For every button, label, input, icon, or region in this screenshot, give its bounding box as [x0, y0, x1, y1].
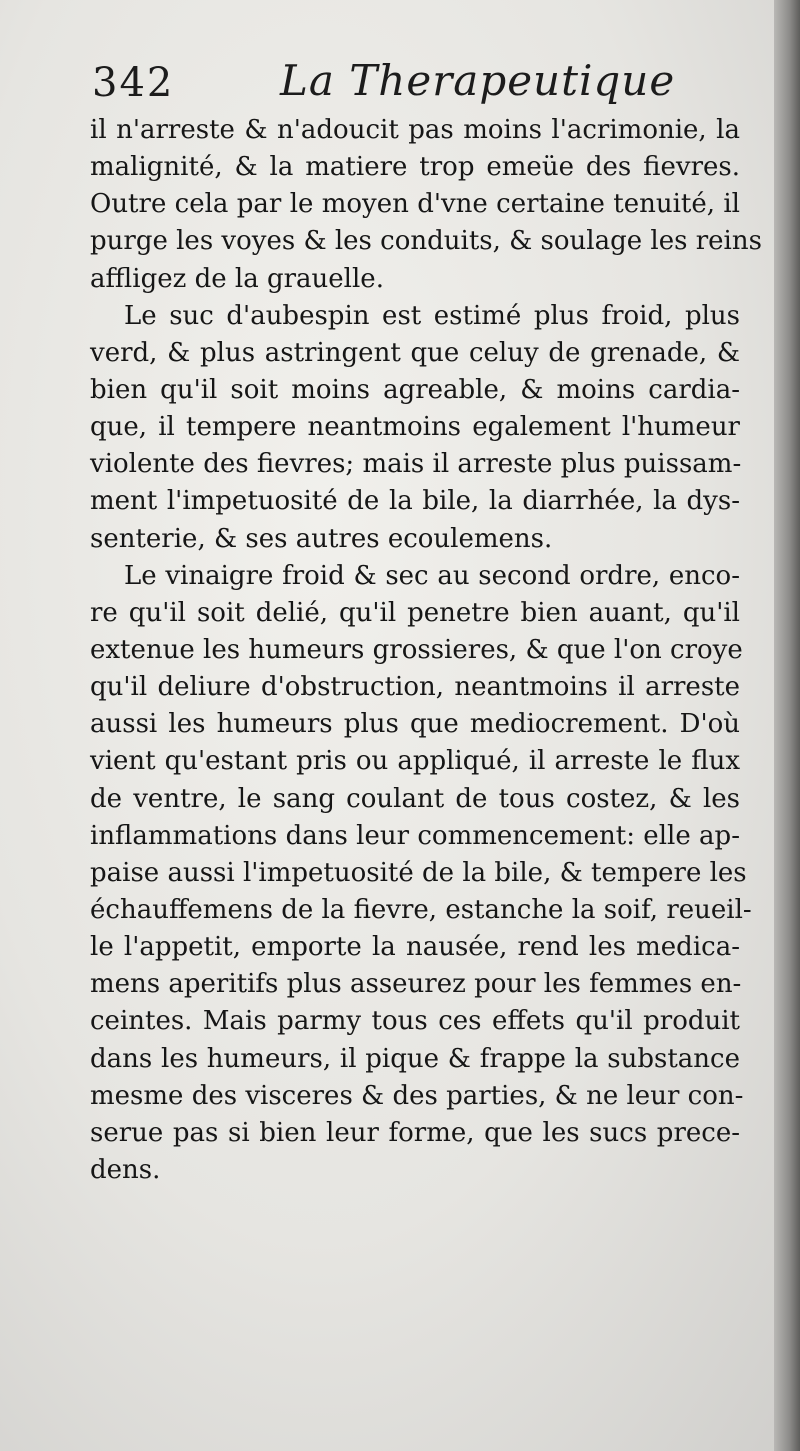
text-line: malignité, & la matiere trop emeüe des fievres.: [90, 152, 740, 183]
text-line: mesme des visceres & des parties, & ne leur con-: [90, 1080, 744, 1111]
text-line: échauffemens de la fievre, estanche la soif, reueil-: [90, 894, 752, 925]
text-line: Le suc d'aubespin est estimé plus froid, plus: [124, 300, 740, 331]
text-line: senterie, & ses autres ecoulemens.: [90, 523, 553, 554]
page-number: 342: [92, 60, 175, 106]
text-line: mens aperitifs plus asseurez pour les femmes en-: [90, 969, 742, 1000]
text-line: inflammations dans leur commencement: elle ap-: [90, 820, 740, 851]
text-line: ment l'impetuosité de la bile, la diarrhée, la dys-: [90, 486, 740, 517]
running-title: La Therapeutique: [280, 56, 676, 105]
text-line: paise aussi l'impetuosité de la bile, & tempere les: [90, 857, 747, 888]
text-line: de ventre, le sang coulant de tous costez, & les: [90, 783, 740, 814]
text-line: bien qu'il soit moins agreable, & moins cardia-: [90, 374, 740, 405]
text-line: que, il tempere neantmoins egalement l'humeur: [90, 412, 740, 443]
text-line: qu'il deliure d'obstruction, neantmoins il arreste: [90, 672, 740, 703]
text-line: Le vinaigre froid & sec au second ordre, enco-: [124, 560, 740, 591]
text-line: violente des fievres; mais il arreste plus puissam-: [90, 449, 742, 480]
text-line: purge les voyes & les conduits, & soulage les reins: [90, 226, 762, 257]
text-line: re qu'il soit delié, qu'il penetre bien auant, qu'il: [90, 597, 740, 628]
text-line: aussi les humeurs plus que mediocrement. D'où: [90, 709, 740, 740]
text-line: affligez de la grauelle.: [90, 263, 384, 294]
text-line: il n'arreste & n'adoucit pas moins l'acrimonie, la: [90, 115, 740, 145]
paragraph: [90, 298, 740, 558]
text-line: verd, & plus astringent que celuy de grenade, &: [90, 337, 740, 368]
text-line: Outre cela par le moyen d'vne certaine tenuité, il: [90, 189, 740, 220]
paragraph: [90, 112, 762, 298]
text-line: serue pas si bien leur forme, que les sucs prece-: [90, 1117, 740, 1148]
text-line: dens.: [90, 1154, 161, 1185]
body-text: [90, 112, 762, 1189]
text-line: extenue les humeurs grossieres, & que l'on croye: [90, 634, 743, 665]
text-line: vient qu'estant pris ou appliqué, il arreste le flux: [90, 746, 740, 777]
paragraph: [90, 558, 752, 1189]
page-gutter-shadow: [774, 0, 800, 1451]
text-line: dans les humeurs, il pique & frappe la substance: [90, 1043, 740, 1074]
page-header: [92, 50, 692, 112]
text-line: ceintes. Mais parmy tous ces effets qu'il produit: [90, 1006, 740, 1037]
text-line: le l'appetit, emporte la nausée, rend les medica-: [90, 932, 740, 963]
